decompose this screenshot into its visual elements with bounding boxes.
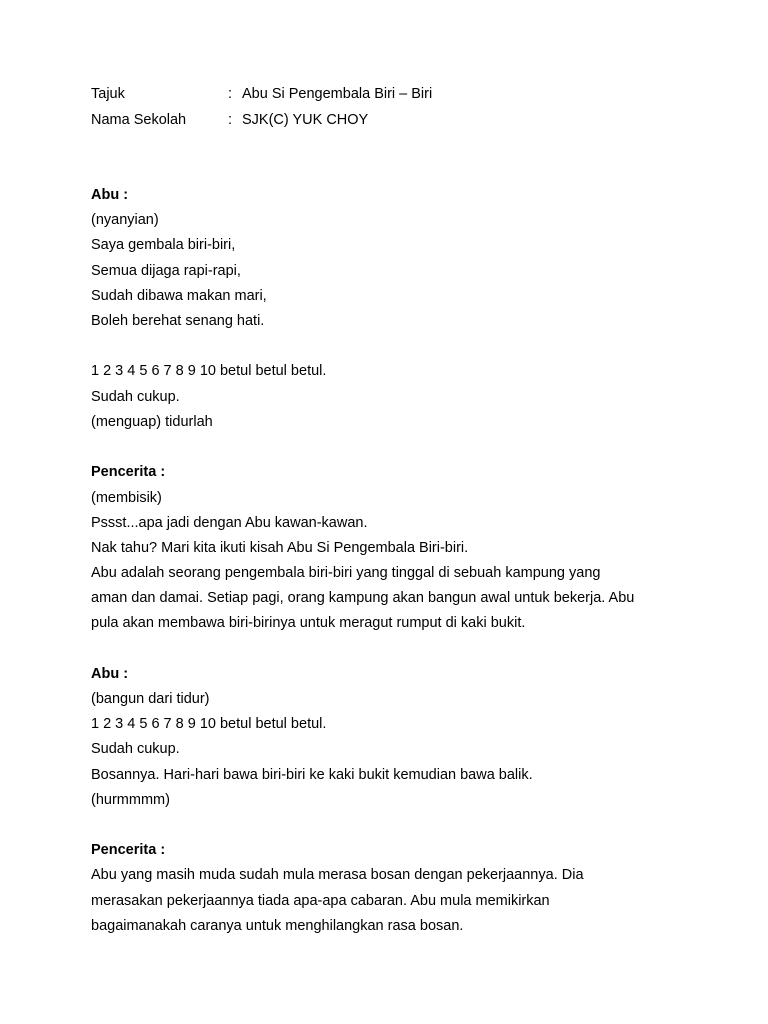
script-line: aman dan damai. Setiap pagi, orang kampung akan bangun awal untuk bekerja. Abu xyxy=(91,590,635,606)
school-value: SJK(C) YUK CHOY xyxy=(242,112,369,128)
script-line: merasakan pekerjaannya tiada apa-apa cabaran. Abu mula memikirkan xyxy=(91,893,550,909)
script-line: 1 2 3 4 5 6 7 8 9 10 betul betul betul. xyxy=(91,716,327,732)
speaker-pencerita-1: Pencerita : xyxy=(91,464,166,480)
script-line: pula akan membawa biri-birinya untuk meragut rumput di kaki bukit. xyxy=(91,615,526,631)
script-line: Abu adalah seorang pengembala biri-biri yang tinggal di sebuah kampung yang xyxy=(91,565,601,581)
title-value: Abu Si Pengembala Biri – Biri xyxy=(242,86,433,102)
speaker-abu-2: Abu : xyxy=(91,666,129,682)
title-colon: : xyxy=(228,86,233,102)
script-line: Abu yang masih muda sudah mula merasa bosan dengan pekerjaannya. Dia xyxy=(91,867,584,883)
script-line: Saya gembala biri-biri, xyxy=(91,237,236,253)
script-line: Semua dijaga rapi-rapi, xyxy=(91,263,241,279)
script-line: Pssst...apa jadi dengan Abu kawan-kawan. xyxy=(91,515,368,531)
speaker-pencerita-2: Pencerita : xyxy=(91,842,166,858)
school-row xyxy=(91,111,368,129)
script-line: (menguap) tidurlah xyxy=(91,414,213,430)
title-label: Tajuk xyxy=(91,86,125,102)
script-line: Nak tahu? Mari kita ikuti kisah Abu Si Pengembala Biri-biri. xyxy=(91,540,469,556)
script-line: Sudah cukup. xyxy=(91,741,180,757)
title-row xyxy=(91,85,432,103)
script-line: Bosannya. Hari-hari bawa biri-biri ke kaki bukit kemudian bawa balik. xyxy=(91,767,533,783)
script-line: Boleh berehat senang hati. xyxy=(91,313,265,329)
script-line: (hurmmmm) xyxy=(91,792,170,808)
script-line: Sudah dibawa makan mari, xyxy=(91,288,267,304)
script-line: (nyanyian) xyxy=(91,212,159,228)
speaker-abu-1: Abu : xyxy=(91,187,129,203)
school-colon: : xyxy=(228,112,233,128)
school-label: Nama Sekolah xyxy=(91,112,187,128)
script-line: bagaimanakah caranya untuk menghilangkan rasa bosan. xyxy=(91,918,464,934)
script-line: (membisik) xyxy=(91,490,162,506)
script-line: 1 2 3 4 5 6 7 8 9 10 betul betul betul. xyxy=(91,363,327,379)
script-line: Sudah cukup. xyxy=(91,389,180,405)
script-line: (bangun dari tidur) xyxy=(91,691,210,707)
